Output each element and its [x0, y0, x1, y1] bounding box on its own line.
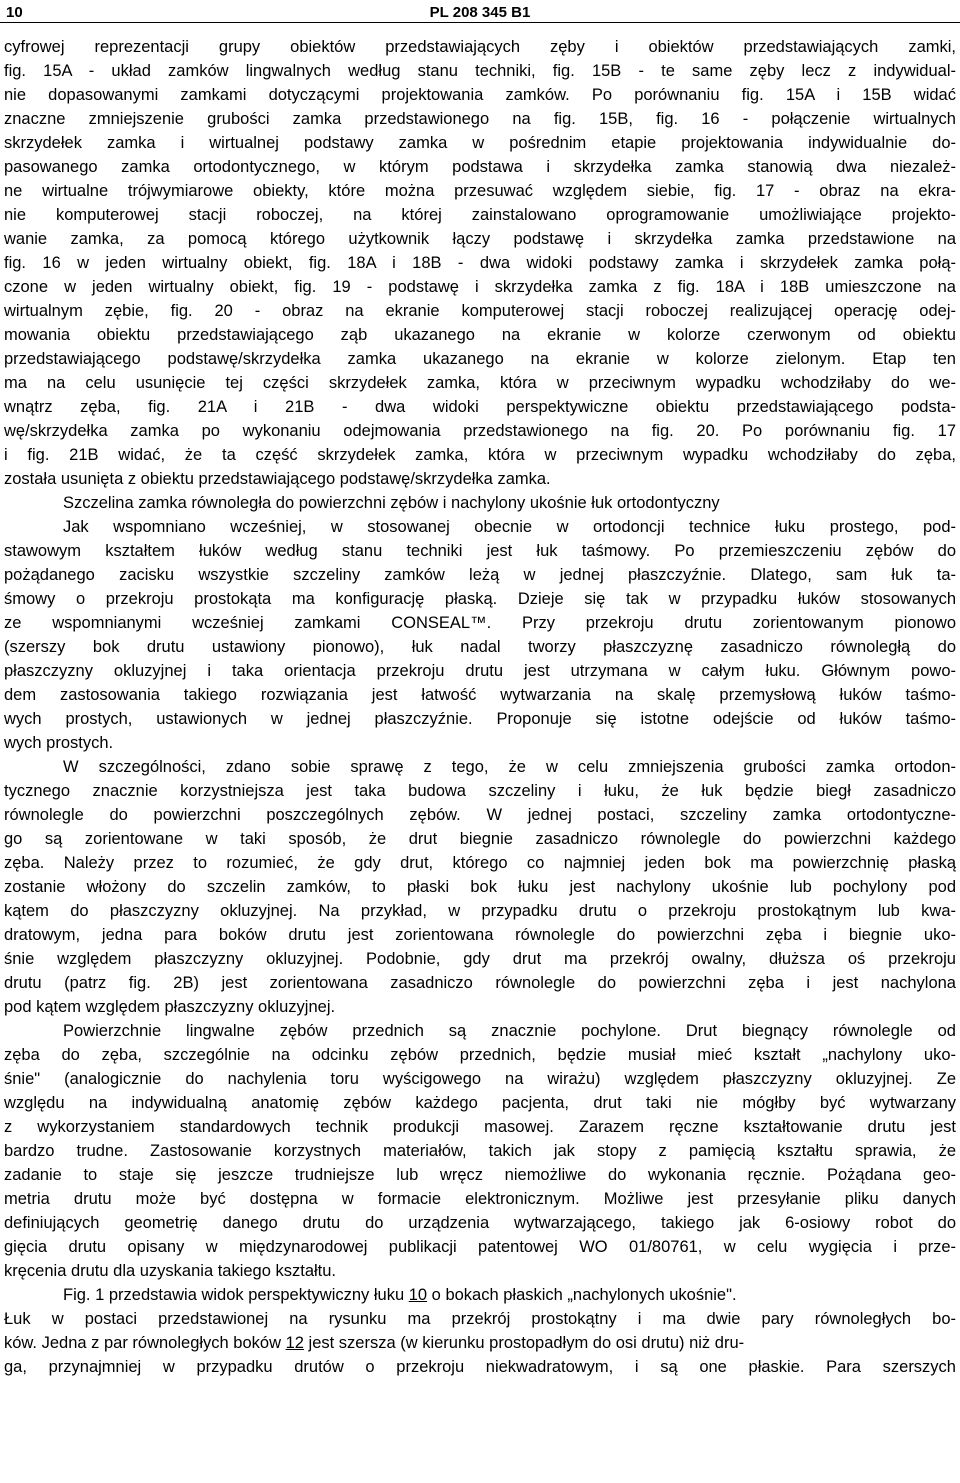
text-line: wę/skrzydełka zamka po wykonaniu odejmowania przedstawionego na fig. 20. Po porównaniu fig. 17	[4, 422, 956, 440]
patent-number: PL 208 345 B1	[429, 4, 531, 21]
text-line	[4, 1331, 744, 1355]
text-line: stawowym kształtem łuków według stanu techniki jest łuk taśmowy. Po przemieszczeniu zębów do	[4, 542, 956, 560]
text-line: bardzo trudne. Zastosowanie korzystnych materiałów, takich jak stopy z pamięcią kształtu sprawia, że	[4, 1142, 956, 1160]
text-line: ma na celu usunięcie tej części skrzydełek zamka, która w przeciwnym wypadku wchodziłaby do we-	[4, 374, 956, 392]
text-line: wych prostych, ustawionych w jednej płaszczyźnie. Proponuje się istotne odejście od łuków taśmo-	[4, 710, 956, 728]
text-line: pod kątem względem płaszczyzny okluzyjnej.	[4, 998, 336, 1016]
text-line: wirtualnym zębie, fig. 20 - obraz na ekranie komputerowej stacji roboczej realizującej operację odej-	[4, 302, 956, 320]
text-line: nie komputerowej stacji roboczej, na której zainstalowano oprogramowanie umożliwiające projekto-	[4, 206, 956, 224]
text-line: z wykorzystaniem standardowych technik produkcji masowej. Zarazem ręczne kształtowanie drutu jest	[4, 1118, 956, 1136]
section-heading: Szczelina zamka równoległa do powierzchni zębów i nachylony ukośnie łuk ortodontyczny	[63, 494, 720, 512]
text-line: skrzydełek zamka i wirtualnej podstawy zamka w pośrednim etapie projektowania indywidualnie do-	[4, 134, 956, 152]
text-line: śnie" (analogicznie do nachylenia toru wyścigowego na wirażu) względem płaszczyzny okluzyjnej. Ze	[4, 1070, 956, 1088]
reference-numeral: 12	[285, 1334, 304, 1352]
text-line: równolegle do powierzchni poszczególnych zębów. W jednej postaci, szczeliny zamka ortodontyczne-	[4, 806, 956, 824]
page-header	[6, 4, 954, 24]
text-line: dem zastosowania takiego rozwiązania jest łatwość wytwarzania na skalę przemysłową łuków taśmo-	[4, 686, 956, 704]
text-line: definiujących geometrię danego drutu do urządzenia wytwarzającego, takiego jak 6-osiowy robot do	[4, 1214, 956, 1232]
text-line: mowania obiektu przedstawiającego ząb ukazanego na ekranie w kolorze czerwonym od obiektu	[4, 326, 956, 344]
text-line: pożądanego zacisku wszystkie szczeliny zamków leżą w jednej płaszczyźnie. Dlatego, sam łuk ta-	[4, 566, 956, 584]
text-line: ga, przynajmniej w przypadku drutów o przekroju niekwadratowym, i są one płaskie. Para szerszych	[4, 1358, 956, 1376]
text-line: zęba do zęba, szczególnie na odcinku zębów przednich, będzie musiał mieć kształt „nachylony uko-	[4, 1046, 956, 1064]
text-line: czone w jeden wirtualny obiekt, fig. 19 - podstawę i skrzydełka zamka z fig. 18A i 18B umieszczone na	[4, 278, 956, 296]
text-line: zadanie to staje się jeszcze trudniejsze lub wręcz niemożliwe do wykonania ręcznie. Pożądana geo-	[4, 1166, 956, 1184]
text-line	[63, 1283, 737, 1307]
page-number: 10	[6, 4, 23, 21]
reference-numeral: 10	[408, 1286, 428, 1304]
text-line: fig. 15A - układ zamków lingwalnych według stanu techniki, fig. 15B - te same zęby lecz z indywidual-	[4, 62, 956, 80]
text-line: W szczególności, zdano sobie sprawę z tego, że w celu zmniejszenia grubości zamka ortodon-	[63, 758, 956, 776]
text-line: ze wspomnianymi wcześniej zamkami CONSEAL™. Przy przekroju drutu zorientowanym pionowo	[4, 614, 956, 632]
text-segment: ków. Jedna z par równoległych boków	[4, 1334, 286, 1352]
text-line: pasowanego zamka ortodontycznego, w którym podstawa i skrzydełka zamka stanowią dwa niezależ-	[4, 158, 956, 176]
text-line: kątem do płaszczyzny okluzyjnej. Na przykład, w przypadku drutu o przekroju prostokątnym lub kwa-	[4, 902, 956, 920]
text-line: kręcenia drutu dla uzyskania takiego kształtu.	[4, 1262, 337, 1280]
text-line: Jak wspomniano wcześniej, w stosowanej obecnie w ortodoncji technice łuku prostego, pod-	[63, 518, 956, 536]
text-line: została usunięta z obiektu przedstawiającego podstawę/skrzydełka zamka.	[4, 470, 551, 488]
text-line: śmowy o przekroju prostokąta ma konfigurację płaską. Dzieje się tak w przypadku łuków stosowanych	[4, 590, 956, 608]
text-line: drutu (patrz fig. 2B) jest zorientowana zasadniczo równolegle do powierzchni zęba i jest nachylona	[4, 974, 956, 992]
text-line: i fig. 21B widać, że ta część skrzydełek zamka, która w przeciwnym wypadku wchodziłaby do zęba,	[4, 446, 956, 464]
text-line: go są zorientowane w taki sposób, że drut biegnie zasadniczo równolegle do powierzchni każdego	[4, 830, 956, 848]
text-segment: Fig. 1 przedstawia widok perspektywiczny łuku	[63, 1286, 409, 1304]
text-segment: o bokach płaskich „nachylonych ukośnie".	[427, 1286, 737, 1304]
text-line: Łuk w postaci przedstawionej na rysunku ma przekrój prostokątny i ma dwie pary równoległych bo-	[4, 1310, 956, 1328]
text-line: płaszczyzny okluzyjnej i taka orientacja przekroju drutu jest utrzymana w całym łuku. Głównym powo-	[4, 662, 956, 680]
text-line: tycznego znacznie korzystniejsza jest taka budowa szczeliny i łuku, że łuk będzie biegł zasadniczo	[4, 782, 956, 800]
text-line: gięcia drutu opisany w międzynarodowej publikacji patentowej WO 01/80761, w celu wygięcia i prze-	[4, 1238, 956, 1256]
text-line: wnątrz zęba, fig. 21A i 21B - dwa widoki perspektywiczne obiektu przedstawiającego podsta-	[4, 398, 956, 416]
text-line: nie dopasowanymi zamkami dotyczącymi projektowania zamków. Po porównaniu fig. 15A i 15B widać	[4, 86, 956, 104]
text-segment: jest szersza (w kierunku prostopadłym do osi drutu) niż dru-	[303, 1334, 745, 1352]
text-line: Powierzchnie lingwalne zębów przednich są znacznie pochylone. Drut biegnący równolegle od	[63, 1022, 956, 1040]
text-line: (szerszy bok drutu ustawiony pionowo), łuk nadal tworzy płaszczyznę zasadniczo równoległą do	[4, 638, 956, 656]
text-line: znaczne zmniejszenie grubości zamka przedstawionego na fig. 15B, fig. 16 - połączenie wirtualnych	[4, 110, 956, 128]
text-line: zostanie włożony do szczelin zamków, to płaski bok łuku jest nachylony ukośnie lub pochylony pod	[4, 878, 956, 896]
text-line: cyfrowej reprezentacji grupy obiektów przedstawiających zęby i obiektów przedstawiających zamki,	[4, 38, 956, 56]
text-line: ne wirtualne trójwymiarowe obiekty, które można przesuwać względem siebie, fig. 17 - obraz na ekra-	[4, 182, 956, 200]
text-line: metria drutu może być dostępna w formacie elektronicznym. Możliwe jest przesyłanie pliku danych	[4, 1190, 956, 1208]
text-line: śnie względem płaszczyzny okluzyjnej. Podobnie, gdy drut ma przekrój owalny, dłuższa oś przekroju	[4, 950, 956, 968]
text-line: fig. 16 w jeden wirtualny obiekt, fig. 18A i 18B - dwa widoki podstawy zamka i skrzydełek zamka połą-	[4, 254, 956, 272]
header-rule	[0, 22, 960, 23]
text-line: względu na indywidualną anatomię zębów każdego pacjenta, drut taki nie mógłby być wytwarzany	[4, 1094, 956, 1112]
text-line: wanie zamka, za pomocą którego użytkownik łączy podstawę i skrzydełka zamka przedstawione na	[4, 230, 956, 248]
text-line: przedstawiającego podstawę/skrzydełka zamka ukazanego na ekranie w kolorze zielonym. Etap ten	[4, 350, 956, 368]
text-line: wych prostych.	[4, 734, 114, 752]
text-line: zęba. Należy przez to rozumieć, że gdy drut, którego co najmniej jeden bok ma powierzchnię płaską	[4, 854, 956, 872]
text-line: dratowym, jedna para boków drutu jest zorientowana równolegle do powierzchni zęba i biegnie uko-	[4, 926, 956, 944]
